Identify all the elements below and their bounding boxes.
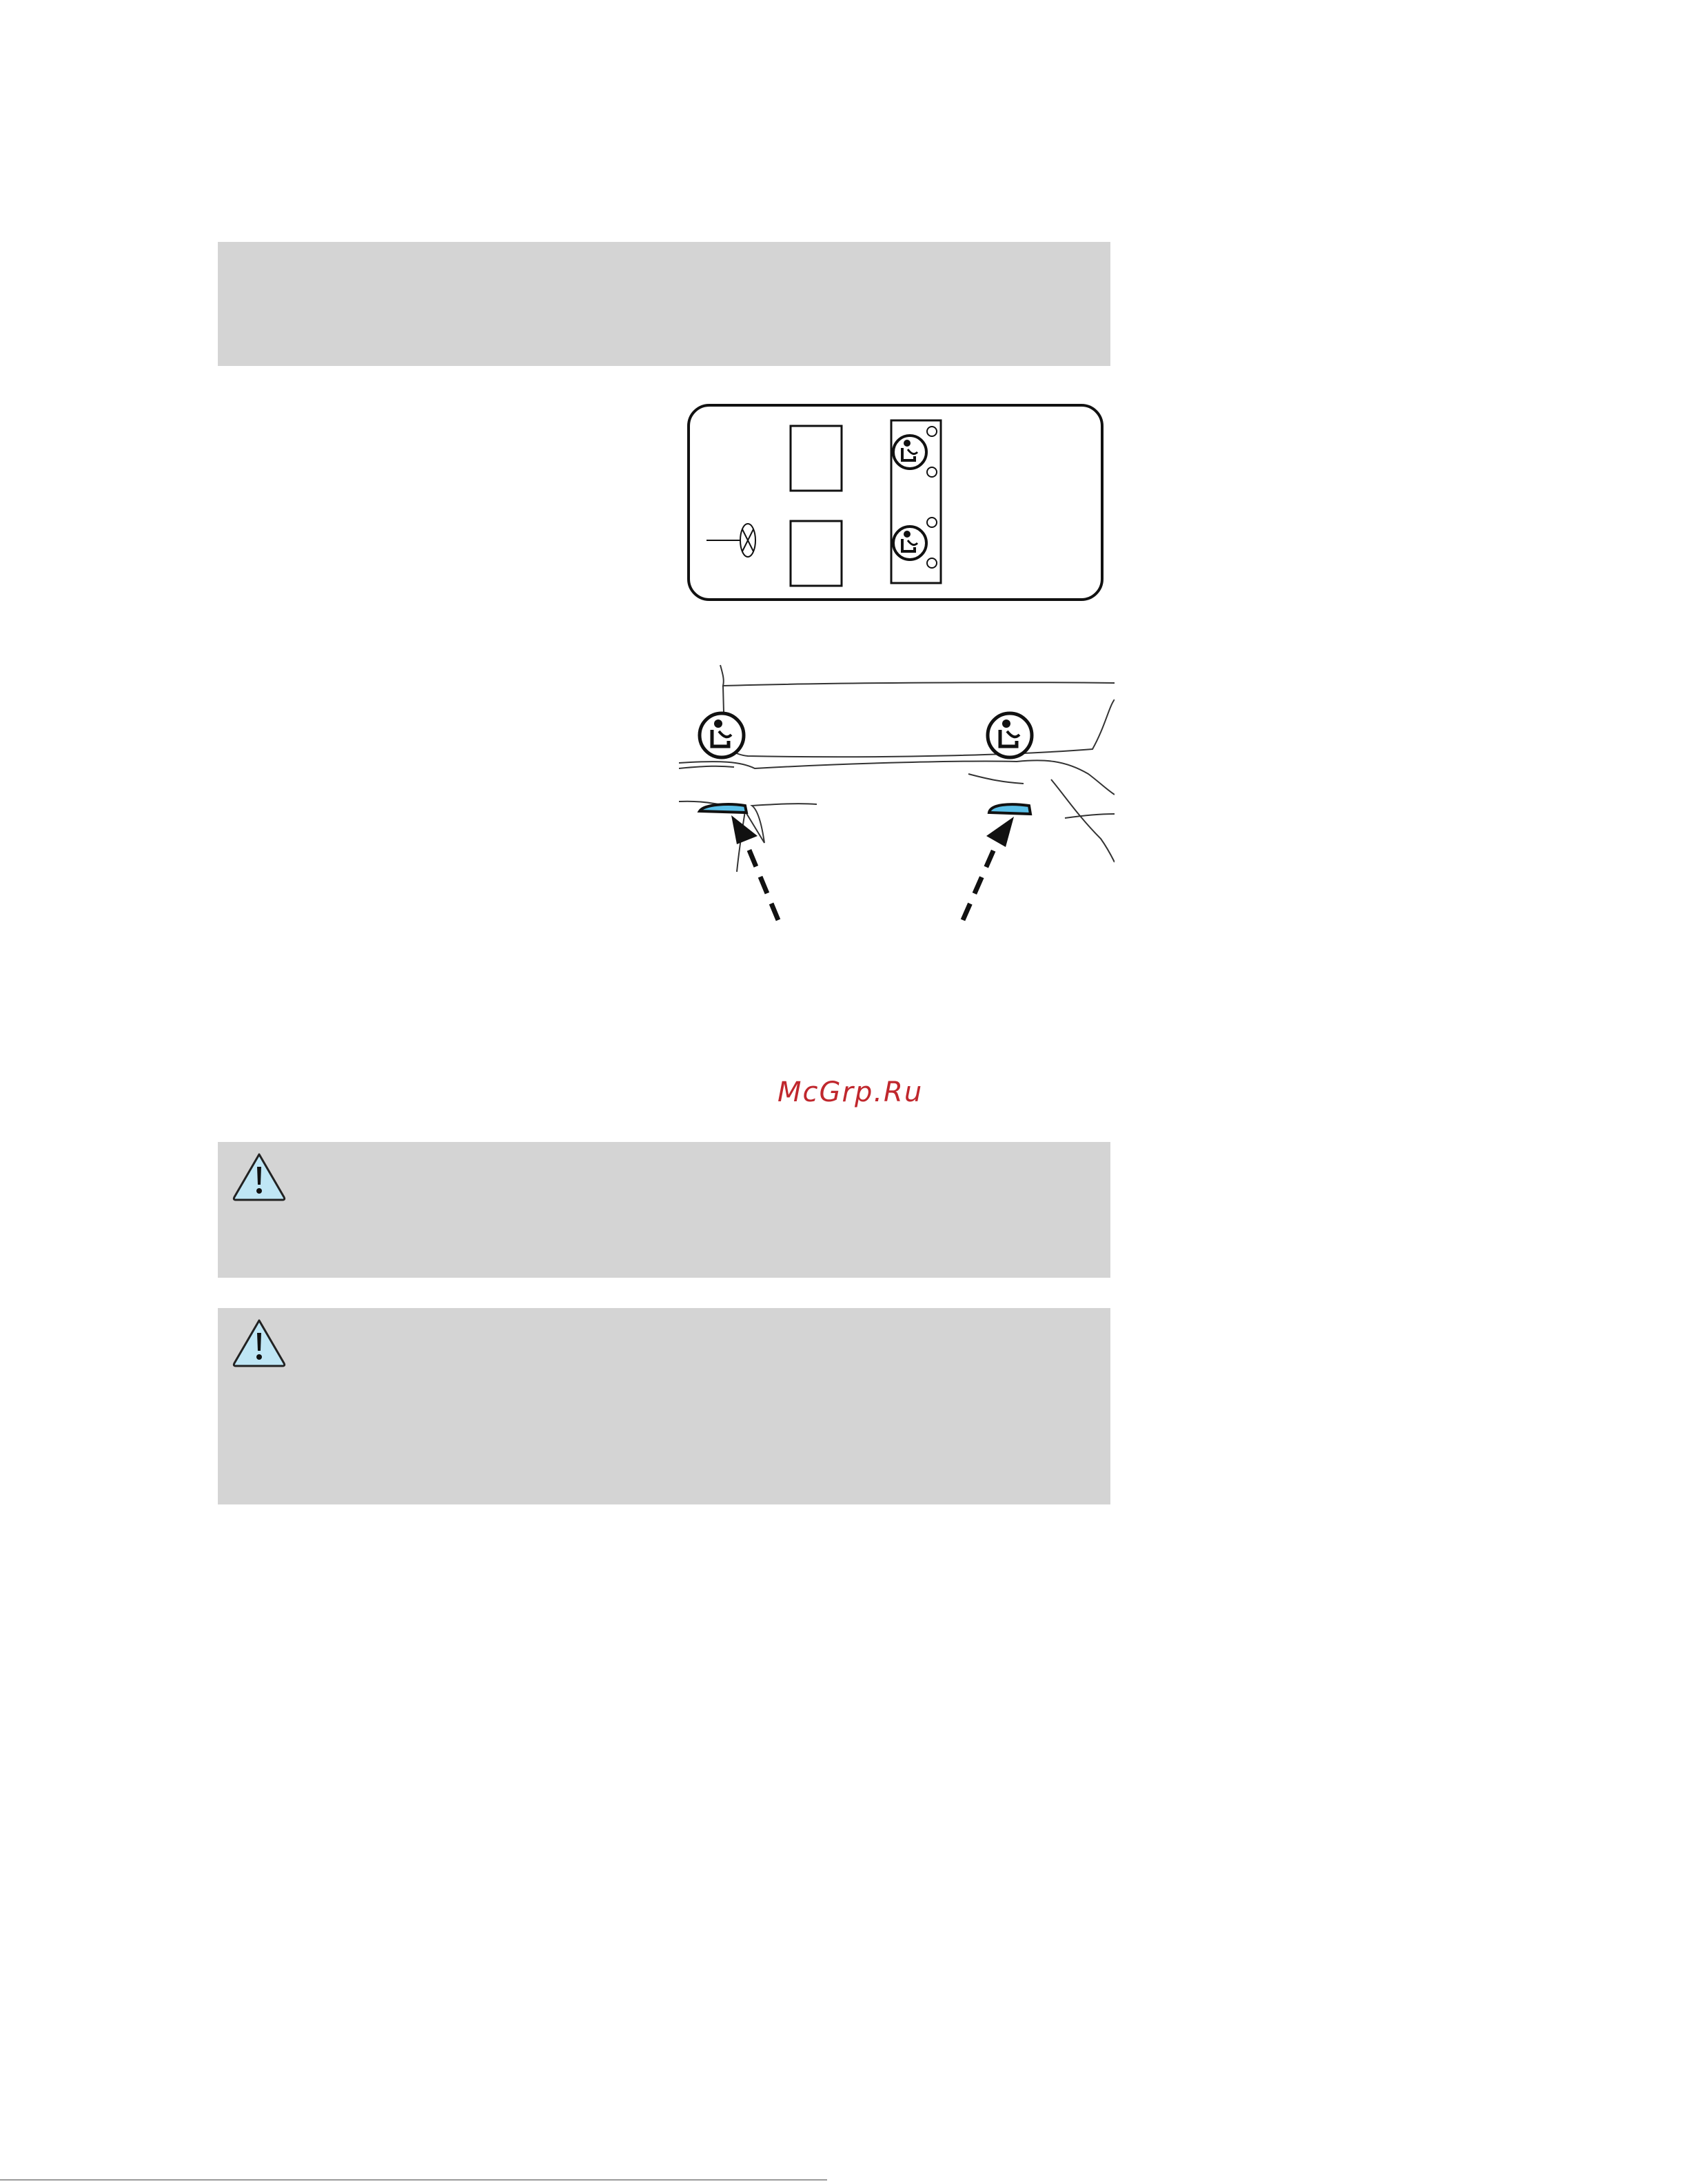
right-anchor-bar: [989, 804, 1030, 814]
child-seat-anchor-symbol-icon: [988, 713, 1032, 757]
seat-anchors-diagram: [679, 658, 1115, 934]
lower-square: [791, 521, 842, 586]
anchor-label-diagram: [686, 402, 1106, 602]
left-dashed-arrow: [745, 840, 778, 920]
right-dashed-arrow: [963, 841, 997, 920]
child-seat-anchor-symbol-icon: [700, 713, 744, 757]
warning-triangle-icon: [232, 1152, 287, 1201]
warning-box-1: [218, 1142, 1110, 1278]
upper-square: [791, 426, 842, 491]
child-seat-anchor-symbol-icon: [893, 436, 926, 469]
warning-box-2: [218, 1308, 1110, 1504]
warning-triangle-icon: [232, 1318, 287, 1367]
watermark: McGrp.Ru: [777, 1076, 924, 1108]
page-footer-rule: [0, 2179, 827, 2181]
header-band: [218, 242, 1110, 366]
child-seat-anchor-symbol-icon: [893, 527, 926, 560]
left-anchor-bar: [700, 804, 746, 813]
